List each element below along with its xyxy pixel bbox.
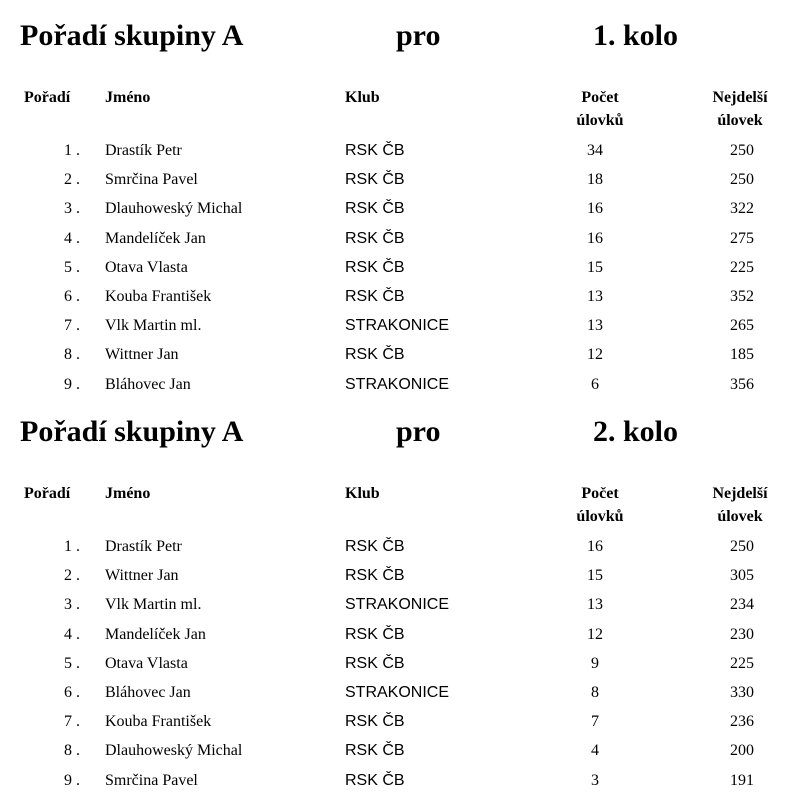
row-count: 15 [587,567,603,585]
column-header-longest-line1: Nejdelší [712,485,768,502]
column-header-rank: Pořadí [24,89,71,106]
row-rank: 8 . [64,742,80,760]
row-rank: 1 . [64,142,80,159]
column-header-longest [690,482,790,528]
column-header-longest [690,86,790,132]
row-club: STRAKONICE [345,683,450,701]
section-title-pro: pro [396,415,441,448]
table-row [0,561,800,590]
standings-section-round-2 [0,410,800,805]
row-rank: 2 . [64,171,80,189]
column-header-count [540,482,660,528]
column-header-count-line2: úlovků [576,508,624,525]
section-title-round: 2. kolo [593,415,679,448]
row-longest: 230 [730,625,754,643]
row-longest: 250 [730,538,754,555]
row-count: 8 [591,683,599,701]
row-rank: 8 . [64,346,80,364]
column-header-club: Klub [345,485,380,502]
row-rank: 9 . [64,771,80,789]
row-rank: 5 . [64,258,80,276]
row-rank: 3 . [64,596,80,614]
row-club: RSK ČB [345,742,405,760]
table-row [0,707,800,736]
table-row [0,678,800,707]
column-header-rank: Pořadí [24,485,71,502]
column-header-count-line2: úlovků [576,112,624,129]
row-rank: 7 . [64,317,80,335]
row-longest: 330 [730,683,754,701]
row-name: Otava Vlasta [105,654,188,672]
row-rank: 9 . [64,375,80,393]
row-longest: 225 [730,654,754,672]
table-row [0,165,800,194]
row-longest: 305 [730,567,754,585]
row-club: RSK ČB [345,346,405,364]
row-name: Dlauhoweský Michal [105,200,243,218]
column-header-longest-line1: Nejdelší [712,89,768,106]
row-longest: 200 [730,742,754,760]
row-longest: 275 [730,229,754,247]
row-name: Drastík Petr [105,142,182,159]
row-count: 12 [587,625,603,643]
table-row [0,649,800,678]
standings-table-body [0,136,800,399]
table-row [0,340,800,369]
row-club: RSK ČB [345,713,405,731]
row-count: 9 [591,654,599,672]
table-row [0,194,800,223]
row-longest: 234 [730,596,754,614]
row-name: Smrčina Pavel [105,171,198,189]
row-longest: 352 [730,287,754,305]
row-count: 16 [587,200,603,218]
row-club: RSK ČB [345,771,405,789]
row-name: Mandelíček Jan [105,229,206,247]
row-longest: 322 [730,200,754,218]
row-count: 15 [587,258,603,276]
section-title [0,410,800,454]
row-count: 12 [587,346,603,364]
row-rank: 4 . [64,229,80,247]
row-longest: 356 [730,375,754,393]
table-row [0,532,800,561]
row-rank: 6 . [64,287,80,305]
row-name: Smrčina Pavel [105,771,198,789]
column-header-count-line1: Počet [581,485,619,502]
row-longest: 185 [730,346,754,364]
row-name: Wittner Jan [105,346,179,364]
column-header-longest-line2: úlovek [717,508,763,525]
column-header-club: Klub [345,89,380,106]
table-row [0,620,800,649]
row-name: Kouba František [105,287,212,305]
row-count: 7 [591,713,599,731]
row-rank: 4 . [64,625,80,643]
row-count: 3 [591,771,599,789]
row-club: RSK ČB [345,654,405,672]
row-club: RSK ČB [345,625,405,643]
table-row [0,253,800,282]
row-club: RSK ČB [345,287,405,305]
row-name: Wittner Jan [105,567,179,585]
row-club: RSK ČB [345,171,405,189]
row-name: Bláhovec Jan [105,375,191,393]
section-title-main: Pořadí skupiny A [20,19,244,52]
row-rank: 2 . [64,567,80,585]
row-count: 13 [587,317,603,335]
row-name: Dlauhoweský Michal [105,742,243,760]
table-row [0,736,800,765]
row-club: STRAKONICE [345,596,450,614]
row-name: Bláhovec Jan [105,683,191,701]
row-count: 16 [587,538,603,555]
row-club: RSK ČB [345,142,405,159]
row-name: Otava Vlasta [105,258,188,276]
row-club: STRAKONICE [345,375,450,393]
row-longest: 225 [730,258,754,276]
row-count: 13 [587,596,603,614]
column-header-longest-line2: úlovek [717,112,763,129]
standings-section-round-1 [0,14,800,409]
row-rank: 5 . [64,654,80,672]
row-longest: 265 [730,317,754,335]
row-count: 4 [591,742,599,760]
table-row [0,282,800,311]
row-name: Mandelíček Jan [105,625,206,643]
row-count: 34 [587,142,603,159]
row-name: Kouba František [105,713,212,731]
row-club: RSK ČB [345,258,405,276]
column-header-count-line1: Počet [581,89,619,106]
table-row [0,766,800,795]
row-longest: 191 [730,771,754,789]
row-rank: 3 . [64,200,80,218]
row-club: RSK ČB [345,200,405,218]
row-club: RSK ČB [345,538,405,555]
row-club: RSK ČB [345,567,405,585]
section-title [0,14,800,58]
row-count: 18 [587,171,603,189]
row-club: STRAKONICE [345,317,450,335]
row-name: Drastík Petr [105,538,182,555]
row-count: 6 [591,375,599,393]
row-count: 13 [587,287,603,305]
row-rank: 1 . [64,538,80,555]
row-rank: 6 . [64,683,80,701]
row-name: Vlk Martin ml. [105,317,202,335]
section-title-pro: pro [396,19,441,52]
section-title-round: 1. kolo [593,19,679,52]
row-club: RSK ČB [345,229,405,247]
table-row [0,370,800,399]
table-row [0,590,800,619]
row-name: Vlk Martin ml. [105,596,202,614]
column-header-name: Jméno [105,485,151,502]
row-longest: 250 [730,142,754,159]
table-row [0,224,800,253]
column-header-name: Jméno [105,89,151,106]
column-header-count [540,86,660,132]
standings-table-body [0,532,800,795]
row-rank: 7 . [64,713,80,731]
table-row [0,136,800,165]
row-longest: 236 [730,713,754,731]
row-longest: 250 [730,171,754,189]
section-title-main: Pořadí skupiny A [20,415,244,448]
table-row [0,311,800,340]
row-count: 16 [587,229,603,247]
